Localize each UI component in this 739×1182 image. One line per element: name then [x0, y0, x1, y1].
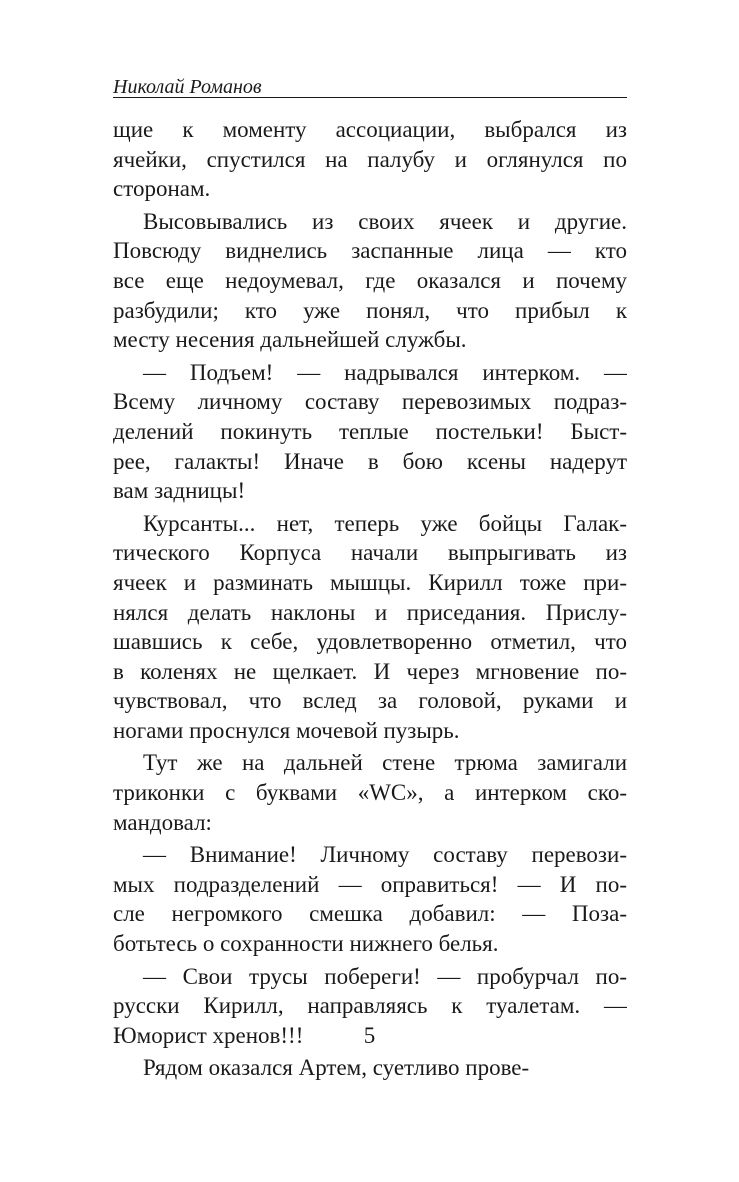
text-line: сторонам.: [113, 176, 211, 202]
text-line: — Подъем! — надрывался интерком. —: [143, 359, 627, 385]
text-line: Высовывались из своих ячеек и другие.: [143, 208, 627, 234]
text-line: делений покинуть теплые постельки! Быст-: [113, 418, 627, 444]
text-line: ногами проснулся мочевой пузырь.: [113, 717, 460, 743]
text-line: ячеек и разминать мышцы. Кирилл тоже при-: [113, 569, 627, 595]
text-line: разбудили; кто уже понял, что прибыл к: [113, 297, 627, 323]
text-line: вам задницы!: [113, 478, 246, 504]
text-line: Повсюду виднелись заспанные лица — кто: [113, 238, 627, 264]
text-line: сле негромкого смешка добавил: — Поза-: [113, 901, 627, 927]
text-line: русски Кирилл, направляясь к туалетам. —: [113, 993, 627, 1019]
text-line: шавшись к себе, удовлетворенно отметил, что: [113, 629, 627, 655]
running-head-author: Николай Романов: [113, 76, 262, 98]
text-line: — Свои трусы побереги! — пробурчал по-: [143, 963, 627, 989]
text-line: ботьтесь о сохранности нижнего белья.: [113, 931, 499, 957]
paragraph: [113, 358, 627, 506]
running-head: [113, 76, 627, 98]
paragraph: [113, 509, 627, 746]
text-line: щие к моменту ассоциации, выбрался из: [113, 117, 627, 142]
text-line: Рядом оказался Артем, суетливо прове-: [143, 1055, 530, 1081]
text-line: — Внимание! Личному составу перевози-: [143, 842, 627, 868]
page-number: 5: [363, 1023, 376, 1048]
paragraph: [113, 1053, 627, 1083]
paragraph: [113, 115, 627, 204]
text-line: мых подразделений — оправиться! — И по-: [113, 871, 627, 897]
text-line: месту несения дальнейшей службы.: [113, 327, 467, 353]
body-text: [113, 115, 627, 1086]
text-line: чувствовал, что вслед за головой, руками и: [113, 688, 627, 714]
text-line: нялся делать наклоны и приседания. Прислу-: [113, 599, 627, 625]
text-line: мандовал:: [113, 809, 212, 835]
text-line: Всему личному составу перевозимых подраз-: [113, 389, 627, 415]
text-line: рее, галакты! Иначе в бою ксены надерут: [113, 448, 627, 474]
text-line: тического Корпуса начали выпрыгивать из: [113, 540, 627, 566]
text-line: ячейки, спустился на палубу и оглянулся по: [113, 146, 627, 172]
running-head-rule: [113, 97, 627, 98]
text-line: в коленях не щелкает. И через мгновение по-: [113, 658, 627, 684]
text-line: Юморист хренов!!!: [113, 1022, 304, 1048]
text-line: Тут же на дальней стене трюма замигали: [143, 750, 627, 776]
paragraph: [113, 840, 627, 958]
paragraph: [113, 207, 627, 355]
text-line: все еще недоумевал, где оказался и почему: [113, 267, 627, 293]
paragraph: [113, 748, 627, 837]
text-line: Курсанты... нет, теперь уже бойцы Галак-: [143, 510, 627, 536]
text-line: триконки с буквами «WC», а интерком ско-: [113, 780, 627, 806]
